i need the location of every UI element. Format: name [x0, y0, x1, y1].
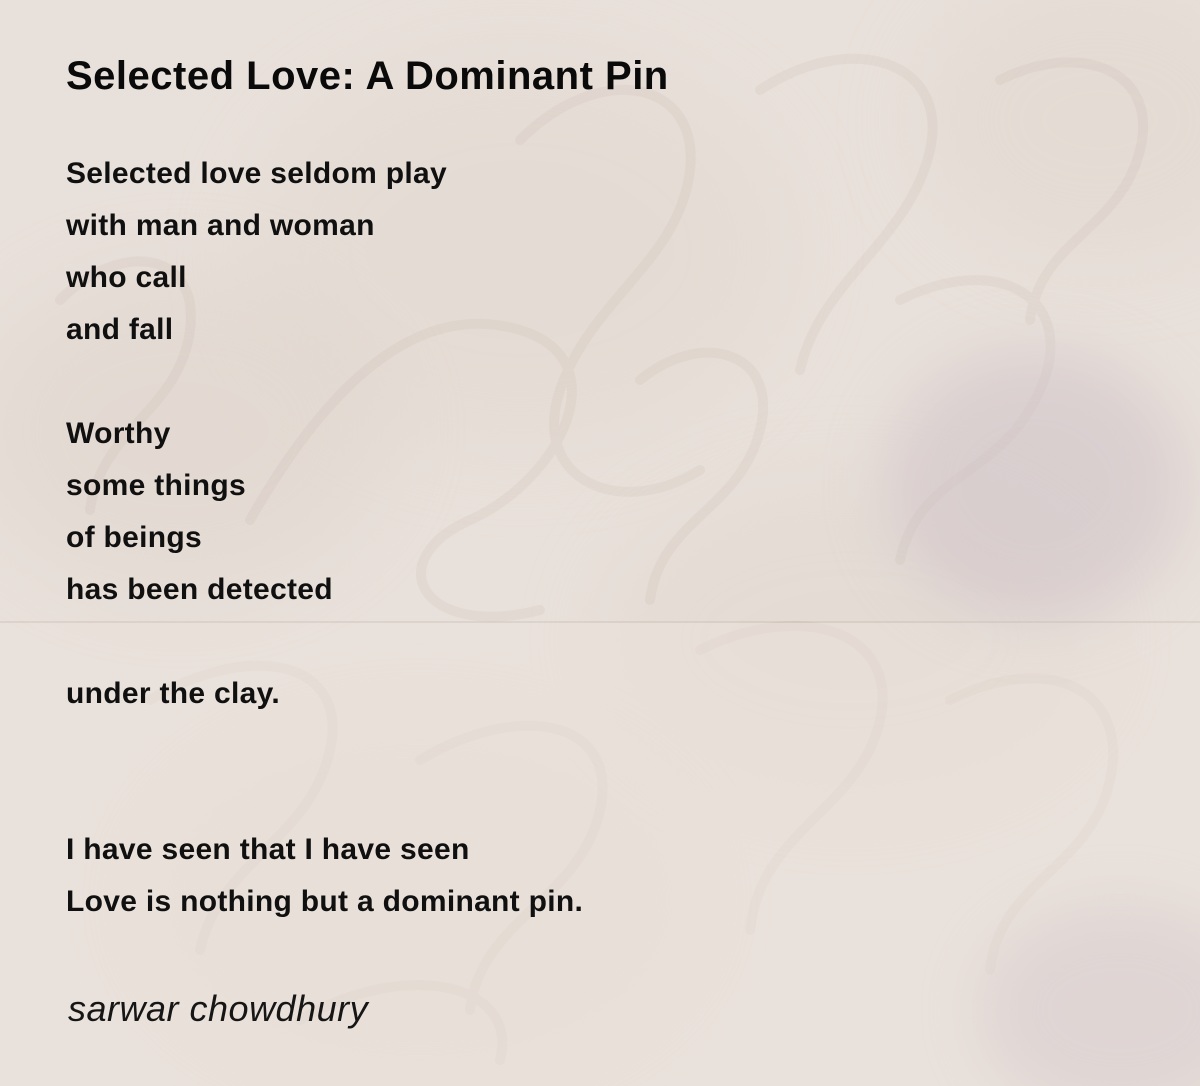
poem-line: I have seen that I have seen — [66, 833, 470, 866]
poem-body — [66, 148, 1116, 928]
poem-line: some things — [66, 469, 246, 502]
poem-title: Selected Love: A Dominant Pin — [66, 54, 669, 98]
poem-line-blank — [66, 356, 1116, 408]
poem-line: Worthy — [66, 417, 171, 450]
poem-line-blank — [66, 616, 1116, 668]
poem-line-blank — [66, 772, 1116, 824]
poem-line: under the clay. — [66, 677, 281, 710]
poem-line: and fall — [66, 313, 174, 346]
poem-line: with man and woman — [66, 209, 375, 242]
poem-line-blank — [66, 720, 1116, 772]
poem-line: of beings — [66, 521, 203, 554]
poem-author: sarwar chowdhury — [68, 988, 369, 1029]
poem-line: who call — [66, 261, 187, 294]
poem-line: Selected love seldom play — [66, 157, 447, 190]
stain-blob — [980, 905, 1200, 1086]
poem-line: has been detected — [66, 573, 333, 606]
poem-line: Love is nothing but a dominant pin. — [66, 885, 584, 918]
